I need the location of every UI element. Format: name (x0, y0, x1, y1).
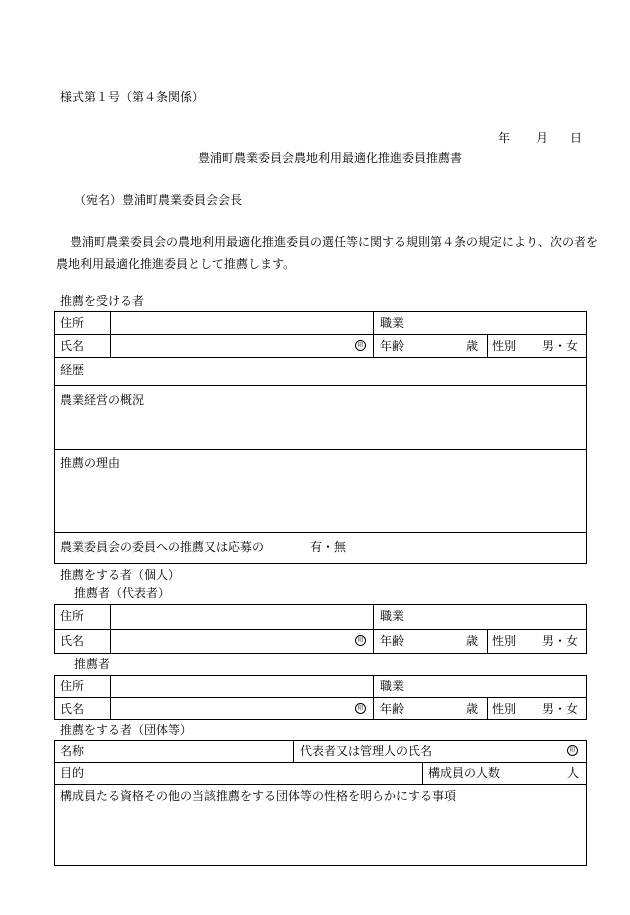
group-name-label: 名称 (60, 744, 85, 758)
candidate-heading: 推薦を受ける者 (60, 294, 145, 308)
representative-age-unit: 歳 (466, 634, 479, 648)
date-year: 年 (498, 131, 511, 145)
candidate-other-application-label: 農業委員会の委員への推薦又は応募の (60, 540, 265, 554)
representative-age-label: 年齢 (380, 634, 405, 648)
date-month: 月 (536, 131, 549, 145)
candidate-gender-label: 性別 (492, 339, 517, 353)
member-address-label: 住所 (60, 679, 85, 693)
candidate-farm-overview-label: 農業経営の概況 (60, 393, 145, 407)
member-heading: 推薦者 (74, 657, 111, 671)
candidate-career-label: 経歴 (60, 363, 85, 377)
seal-mark: 印 (355, 340, 366, 351)
seal-mark: 印 (355, 635, 366, 646)
candidate-gender-options: 男・女 (542, 339, 579, 353)
body-text-line2: 農地利用最適化推進委員として推薦します。 (56, 257, 296, 271)
seal-mark: 印 (567, 745, 578, 756)
representative-address-label: 住所 (60, 609, 85, 623)
group-nature-label: 構成員たる資格その他の当該推薦をする団体等の性格を明らかにする事項 (60, 789, 457, 803)
member-occupation-label: 職業 (380, 679, 405, 693)
candidate-occupation-label: 職業 (380, 316, 405, 330)
representative-heading: 推薦者（代表者） (74, 586, 171, 600)
seal-mark: 印 (355, 703, 366, 714)
candidate-other-application-options: 有・無 (310, 540, 347, 554)
member-age-label: 年齢 (380, 702, 405, 716)
candidate-address-label: 住所 (60, 316, 85, 330)
candidate-name-label: 氏名 (60, 339, 85, 353)
addressee: （宛名）豊浦町農業委員会会長 (74, 193, 243, 207)
candidate-age-unit: 歳 (466, 339, 479, 353)
representative-occupation-label: 職業 (380, 609, 405, 623)
group-table (54, 740, 587, 866)
group-purpose-label: 目的 (60, 766, 85, 780)
body-text-line1: 豊浦町農業委員会の農地利用最適化推進委員の選任等に関する規則第４条の規定により、次の者を (70, 235, 599, 249)
representative-gender-options: 男・女 (542, 634, 579, 648)
candidate-age-label: 年齢 (380, 339, 405, 353)
recommender-individual-heading: 推薦をする者（個人） (60, 568, 181, 582)
member-gender-label: 性別 (492, 702, 517, 716)
representative-gender-label: 性別 (492, 634, 517, 648)
candidate-reason-label: 推薦の理由 (60, 456, 121, 470)
member-gender-options: 男・女 (542, 702, 579, 716)
group-rep-name-label: 代表者又は管理人の氏名 (300, 744, 433, 758)
representative-name-label: 氏名 (60, 634, 85, 648)
member-name-label: 氏名 (60, 702, 85, 716)
member-age-unit: 歳 (466, 702, 479, 716)
document-title: 豊浦町農業委員会農地利用最適化推進委員推薦書 (198, 151, 463, 165)
recommender-group-heading: 推薦をする者（団体等） (60, 723, 193, 737)
group-member-count-label: 構成員の人数 (428, 766, 501, 780)
group-member-unit: 人 (567, 766, 580, 780)
form-number: 様式第１号（第４条関係） (60, 90, 205, 104)
date-day: 日 (570, 131, 583, 145)
